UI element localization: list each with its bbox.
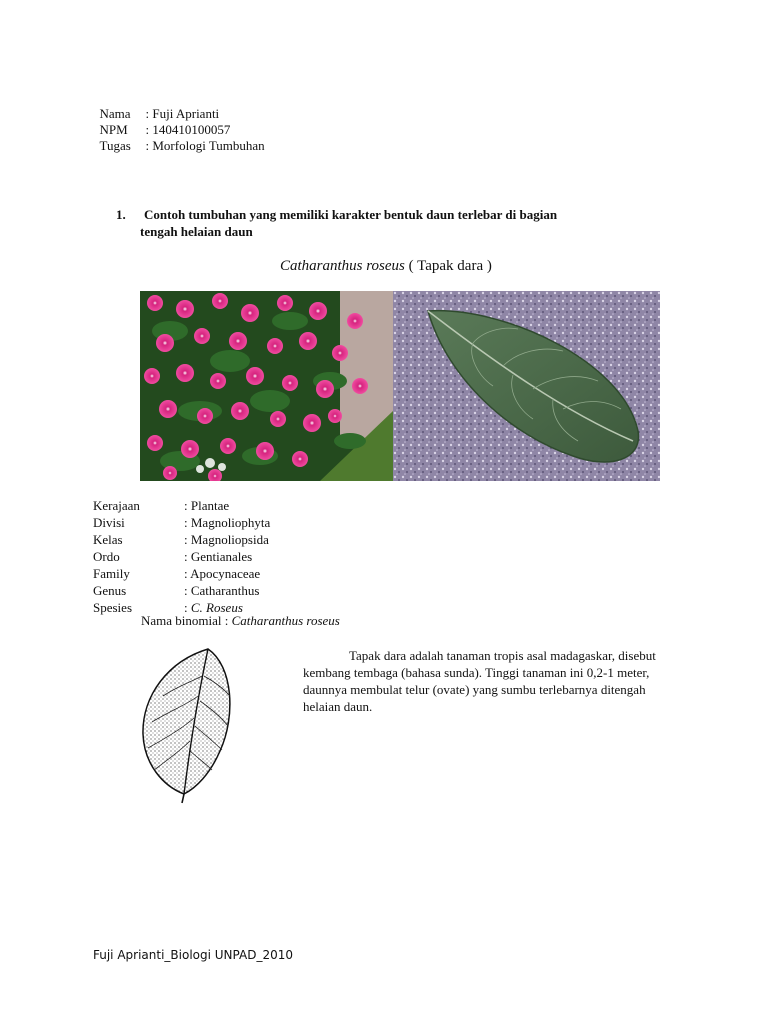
description-text: Tapak dara adalah tanaman tropis asal madagaskar, disebut kembang tembaga (bahasa sunda). Tinggi tanaman ini 0,2-1 meter, daunnya membulat telur (ovate) yang sumbu terlebarnya ditengah helaian daun. <box>303 648 656 714</box>
species-scientific-name: Catharanthus roseus <box>280 258 405 274</box>
binomial-value: Catharanthus roseus <box>231 613 340 628</box>
ovate-leaf-icon <box>138 646 238 806</box>
question-line-2: tengah helaian daun <box>140 224 253 239</box>
header-value: : Morfologi Tumbuhan <box>145 138 265 153</box>
taxonomy-row <box>93 582 259 599</box>
taxonomy-label: Family <box>93 566 130 581</box>
taxonomy-row <box>93 514 270 531</box>
header-row-tugas <box>93 122 265 154</box>
taxonomy-label: Divisi <box>93 515 125 530</box>
taxonomy-row <box>93 565 260 582</box>
header-value: : 140410100057 <box>145 122 231 137</box>
species-common-name: ( Tapak dara ) <box>404 258 492 274</box>
taxonomy-label: Kelas <box>93 532 123 547</box>
taxonomy-row <box>93 497 229 514</box>
taxonomy-species-value: C. Roseus <box>190 600 243 615</box>
taxonomy-value: : Plantae <box>184 498 230 513</box>
taxonomy-label: Ordo <box>93 549 120 564</box>
header-label: Nama <box>99 106 131 121</box>
header-label: Tugas <box>99 138 131 153</box>
question-number: 1. <box>116 207 126 222</box>
taxonomy-label: Genus <box>93 583 127 598</box>
taxonomy-label: Kerajaan <box>93 498 140 513</box>
question-line-1: Contoh tumbuhan yang memiliki karakter bentuk daun terlebar di bagian <box>144 207 558 222</box>
header-label: NPM <box>99 122 128 137</box>
flowers-image <box>140 291 393 481</box>
description-paragraph <box>303 647 683 715</box>
taxonomy-value: : Catharanthus <box>184 583 260 598</box>
taxonomy-value: : Gentianales <box>184 549 253 564</box>
taxonomy-value: : Magnoliophyta <box>184 515 271 530</box>
taxonomy-value: : Magnoliopsida <box>184 532 269 547</box>
taxonomy-value: : <box>184 600 191 615</box>
binomial-label: Nama binomial : <box>141 613 232 628</box>
leaf-image <box>393 291 660 481</box>
footer-text: Fuji Aprianti_Biologi UNPAD_2010 <box>93 948 293 962</box>
leaf-drawing <box>138 646 238 806</box>
binomial-name <box>141 613 340 629</box>
leaf-photo <box>393 291 660 481</box>
taxonomy-row <box>93 548 252 565</box>
flowers-photo <box>140 291 393 481</box>
taxonomy-row <box>93 531 269 548</box>
header-value: : Fuji Aprianti <box>145 106 220 121</box>
taxonomy-label: Spesies <box>93 600 132 615</box>
species-title <box>280 258 492 275</box>
taxonomy-value: : Apocynaceae <box>184 566 261 581</box>
